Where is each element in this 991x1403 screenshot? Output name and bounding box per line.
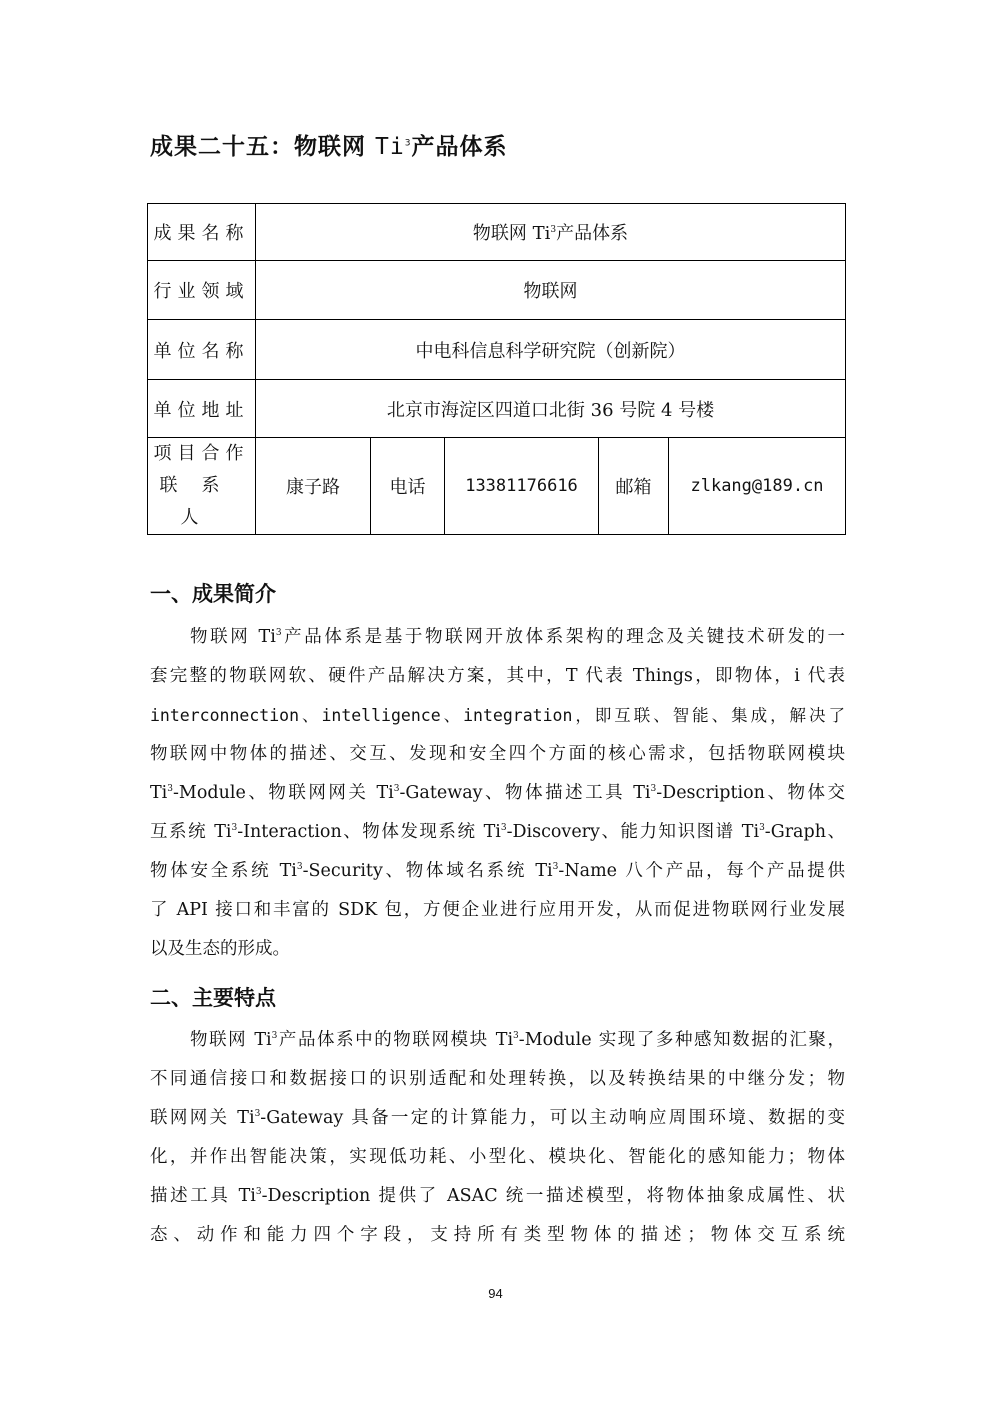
contact-label: 项目合作 联系人	[148, 438, 256, 535]
row-label: 行业领域	[148, 261, 256, 320]
row-label: 单位名称	[148, 320, 256, 380]
text-line: 物体安全系统 Ti$^3$-Security、物体域名系统 Ti$^3$-Name 八个产品，每个产品提供	[150, 861, 845, 881]
info-table	[147, 203, 846, 535]
document-title	[150, 128, 507, 161]
text-line: 化，并作出智能决策，实现低功耗、小型化、模块化、智能化的感知能力；物体	[150, 1147, 845, 1167]
email-label: 邮箱	[599, 438, 669, 535]
row-value: 物联网	[256, 261, 846, 320]
section-heading-intro: 一、成果简介	[150, 582, 276, 606]
title-sup: 3	[404, 138, 412, 149]
phone-label: 电话	[371, 438, 445, 535]
row-label: 成果名称	[148, 204, 256, 261]
text-line: 物联网 Ti$^3$产品体系中的物联网模块 Ti$^3$-Module 实现了多种感知数据的汇聚，	[190, 1030, 845, 1050]
table-row	[148, 204, 846, 261]
table-row	[148, 261, 846, 320]
email-value: zlkang@189.cn	[669, 438, 846, 535]
text-line: 物联网 Ti$^3$产品体系是基于物联网开放体系架构的理念及关键技术研发的一	[190, 627, 845, 647]
text-line: Ti$^3$-Module、物联网网关 Ti$^3$-Gateway、物体描述工具 Ti$^3$-Description、物体交	[150, 783, 845, 803]
title-ti: Ti	[375, 134, 405, 160]
text-line: 套完整的物联网软、硬件产品解决方案，其中，T 代表 Things，即物体，i 代表	[150, 666, 845, 686]
section2-body	[150, 1021, 845, 1255]
section1-body	[150, 618, 845, 969]
contact-name: 康子路	[256, 438, 371, 535]
contact-row	[148, 438, 846, 535]
page-number: 94	[488, 1286, 503, 1301]
text-line: 互系统 Ti$^3$-Interaction、物体发现系统 Ti$^3$-Discovery、能力知识图谱 Ti$^3$-Graph、	[150, 822, 845, 842]
text-line: 物联网中物体的描述、交互、发现和安全四个方面的核心需求，包括物联网模块	[150, 744, 845, 764]
text-line: 不同通信接口和数据接口的识别适配和处理转换，以及转换结果的中继分发；物	[150, 1069, 845, 1089]
title-prefix: 成果二十五：物联网	[150, 134, 366, 160]
row-label: 单位地址	[148, 380, 256, 438]
title-suffix: 产品体系	[411, 134, 508, 160]
text-line: 了 API 接口和丰富的 SDK 包，方便企业进行应用开发，从而促进物联网行业发展	[150, 900, 845, 920]
text-line: 以及生态的形成。	[150, 939, 290, 959]
table-row	[148, 380, 846, 438]
table-row	[148, 320, 846, 380]
phone-value: 13381176616	[445, 438, 599, 535]
row-value: 北京市海淀区四道口北街 36 号院 4 号楼	[256, 380, 846, 438]
row-value: 物联网 Ti$^3$产品体系	[256, 204, 846, 261]
text-line: 态、动作和能力四个字段，支持所有类型物体的描述；物体交互系统	[150, 1225, 845, 1245]
section-heading-features: 二、主要特点	[150, 986, 276, 1010]
text-line: 联网网关 Ti$^3$-Gateway 具备一定的计算能力，可以主动响应周围环境、数据的变	[150, 1108, 845, 1128]
row-value: 中电科信息科学研究院（创新院）	[256, 320, 846, 380]
text-line: interconnection、intelligence、integration，即互联、智能、集成，解决了	[150, 706, 845, 725]
text-line: 描述工具 Ti$^3$-Description 提供了 ASAC 统一描述模型，将物体抽象成属性、状	[150, 1186, 845, 1206]
